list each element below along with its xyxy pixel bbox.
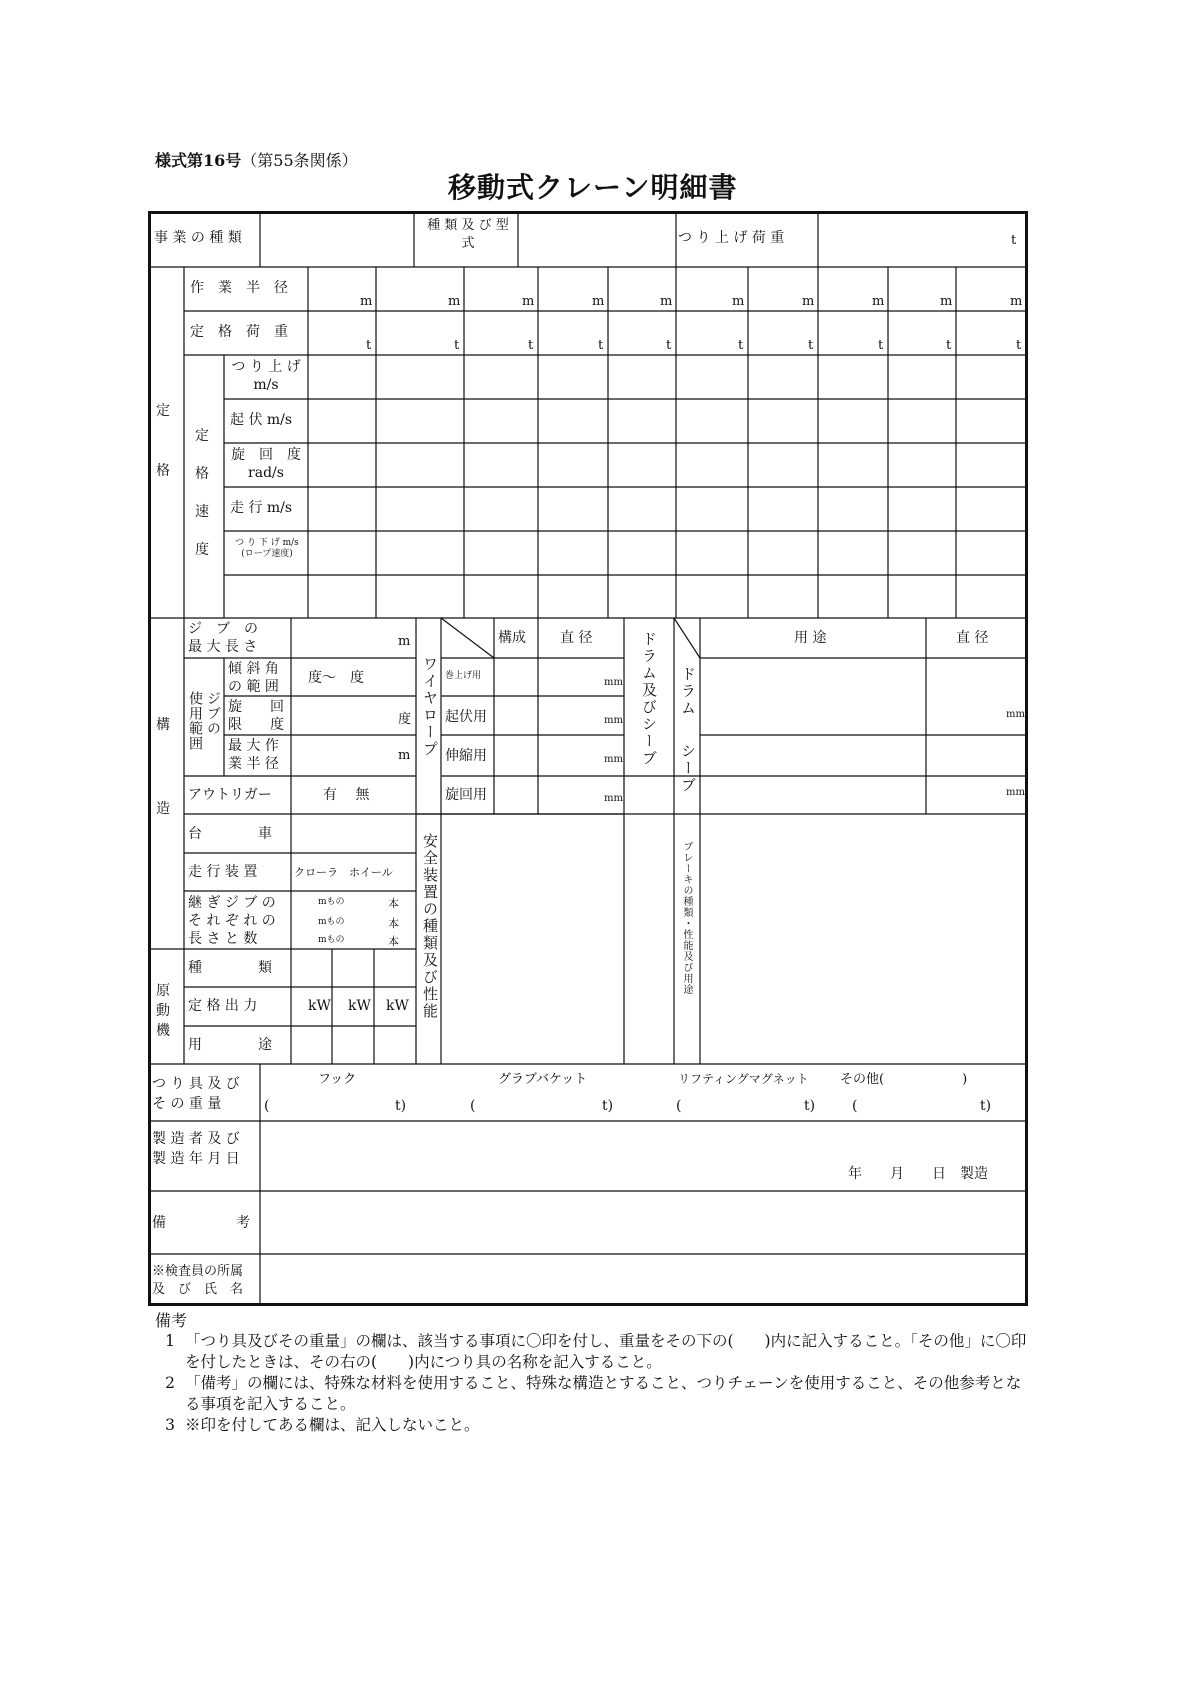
travel-device-label: 走 行 装 置 (188, 864, 258, 880)
prime-mover-output-label: 定 格 出 力 (188, 998, 258, 1014)
radius-unit: m (872, 294, 885, 309)
weight-paren: ( (470, 1098, 476, 1114)
drum-use-header: 用 途 (794, 630, 827, 646)
radius-unit: m (802, 294, 815, 309)
radius-unit: m (732, 294, 745, 309)
rated-speed-label: 定 格 速 度 (195, 428, 209, 558)
travel-device-value: クローラ ホイール (294, 866, 393, 879)
ext-unit: 本 (388, 897, 399, 910)
notes (155, 1310, 1035, 1436)
prime-mover-type-label: 種 類 (188, 960, 272, 976)
prime-mover-label: 原 動 機 (156, 983, 170, 1039)
weight-paren: t) (602, 1098, 614, 1114)
travel-speed-label: 走 行 m/s (230, 500, 293, 516)
drum-label: ドラム (679, 666, 697, 717)
weight-paren: ( (676, 1098, 682, 1114)
load-unit: t (666, 338, 672, 353)
wire-rope-composition-header: 構成 (498, 630, 526, 646)
mm-unit: mm (604, 677, 623, 688)
load-unit: t (598, 338, 604, 353)
kw-unit: kW (308, 998, 331, 1014)
structure-group-label: 構 造 (156, 717, 170, 817)
ext-unit: 本 (388, 917, 399, 930)
jib-length-unit: m (398, 634, 411, 649)
lifting-load-label: つ り 上 げ 荷 重 (678, 230, 785, 246)
weight-paren: t) (980, 1098, 992, 1114)
prime-mover-use-label: 用 途 (188, 1037, 272, 1053)
rating-group-label: 定 格 (156, 403, 170, 479)
model-label: 種 類 及 び 型 式 (427, 218, 509, 251)
weight-paren: ( (264, 1098, 270, 1114)
load-unit: t (528, 338, 534, 353)
kw-unit: kW (386, 998, 409, 1014)
mm-unit: mm (1006, 709, 1025, 720)
max-radius-unit: m (398, 748, 411, 763)
weight-paren: ( (852, 1098, 858, 1114)
mm-unit: mm (604, 715, 623, 726)
hook-option: フック (318, 1072, 357, 1087)
luffing-speed-label: 起 伏 m/s (230, 412, 293, 428)
note-item: 1 「つり具及びその重量」の欄は、該当する事項に〇印を付し、重量をその下の( )内に記入すること。「その他」に〇印を付したときは、その右の( )内につり具の名称を記入すること。 (165, 1332, 1027, 1371)
load-unit: t (946, 338, 952, 353)
jib-max-length-label: ジ ブ の 最 大 長 さ (188, 621, 258, 655)
load-unit: t (808, 338, 814, 353)
other-option: その他( ) (840, 1072, 968, 1087)
mm-unit: mm (604, 793, 623, 804)
hoist-speed-label: つ り 上 げ m/s (231, 359, 301, 393)
wire-rope-row-slewing: 旋回用 (445, 787, 487, 803)
maker-label: 製 造 者 及 び 製 造 年 月 日 (152, 1131, 240, 1167)
page-title: 移動式クレーン明細書 (448, 171, 738, 204)
tilt-range-label: 傾 斜 角 の 範 囲 (228, 661, 279, 695)
drum-diameter-header: 直 径 (956, 630, 989, 646)
business-type-label: 事 業 の 種 類 (154, 230, 242, 246)
mm-unit: mm (604, 754, 623, 765)
radius-unit: m (940, 294, 953, 309)
ext-row: mもの (318, 935, 345, 945)
rated-load-label: 定 格 荷 重 (190, 324, 288, 340)
load-unit: t (1016, 338, 1022, 353)
remarks-label: 備 考 (152, 1215, 250, 1231)
tilt-range-value: 度〜 度 (308, 670, 364, 686)
load-unit: t (738, 338, 744, 353)
slew-limit-label: 旋 回 限 度 (228, 699, 284, 733)
lifting-magnet-option: リフティングマグネット (678, 1072, 809, 1086)
wire-rope-diameter-header: 直 径 (560, 630, 593, 646)
drum-sheave-label: ドラム及びシーブ (640, 631, 658, 767)
wire-rope-row-telescoping: 伸縮用 (445, 748, 487, 764)
radius-unit: m (448, 294, 461, 309)
outrigger-value: 有 無 (323, 787, 370, 803)
slewing-speed-label: 旋 回 度 rad/s (231, 447, 301, 481)
note-item: 3 ※印を付してある欄は、記入しないこと。 (165, 1416, 480, 1434)
crane-spec-form (148, 211, 1028, 1306)
radius-unit: m (660, 294, 673, 309)
load-unit: t (454, 338, 460, 353)
radius-unit: m (360, 294, 373, 309)
weight-paren: t) (804, 1098, 816, 1114)
max-radius-label: 最 大 作 業 半 径 (228, 738, 279, 772)
radius-unit: m (592, 294, 605, 309)
wire-rope-label: ワイヤロープ (421, 656, 439, 758)
slew-limit-unit: 度 (398, 712, 412, 727)
wire-rope-row-luffing: 起伏用 (445, 709, 487, 725)
inspector-label: ※検査員の所属 及 び 氏 名 (152, 1264, 244, 1297)
mm-unit: mm (1006, 787, 1025, 798)
carrier-label: 台 車 (188, 826, 272, 842)
ext-unit: 本 (388, 935, 399, 948)
ext-row: mもの (318, 897, 345, 907)
jib-range-label: ジブの 使用範囲 (187, 691, 221, 751)
safety-device-label: 安全装置の種類及び性能 (421, 833, 439, 1020)
radius-unit: m (522, 294, 535, 309)
radius-unit: m (1010, 294, 1023, 309)
notes-heading: 備考 (155, 1311, 188, 1330)
outrigger-label: アウトリガー (188, 787, 272, 803)
manufacture-date: 年 月 日 製造 (848, 1166, 988, 1182)
wire-rope-row-hoist: 巻上げ用 (445, 671, 482, 681)
working-radius-label: 作 業 半 径 (190, 280, 288, 296)
kw-unit: kW (348, 998, 371, 1014)
note-item: 2 「備考」の欄には、特殊な材料を使用すること、特殊な構造とすること、つりチェーンを使用すること、その他参考となる事項を記入すること。 (165, 1374, 1022, 1413)
lifting-gear-label: つ り 具 及 び そ の 重 量 (152, 1076, 240, 1112)
load-unit: t (366, 338, 372, 353)
hoist-rope-speed-label: つ り 下 げ m/s (ロープ速度) (235, 538, 299, 559)
weight-paren: t) (395, 1098, 407, 1114)
load-unit: t (878, 338, 884, 353)
extension-jib-label: 継 ぎ ジ ブ の そ れ ぞ れ の 長 さ と 数 (188, 895, 276, 947)
form-code: 様式第16号（第55条関係） (155, 151, 358, 170)
brake-label: ブレーキの種類・性能及び用途 (681, 841, 692, 995)
sheave-label: シーブ (679, 743, 697, 794)
ext-row: mもの (318, 917, 345, 927)
grab-bucket-option: グラブバケット (498, 1072, 588, 1087)
lifting-load-unit: t (1011, 233, 1017, 248)
